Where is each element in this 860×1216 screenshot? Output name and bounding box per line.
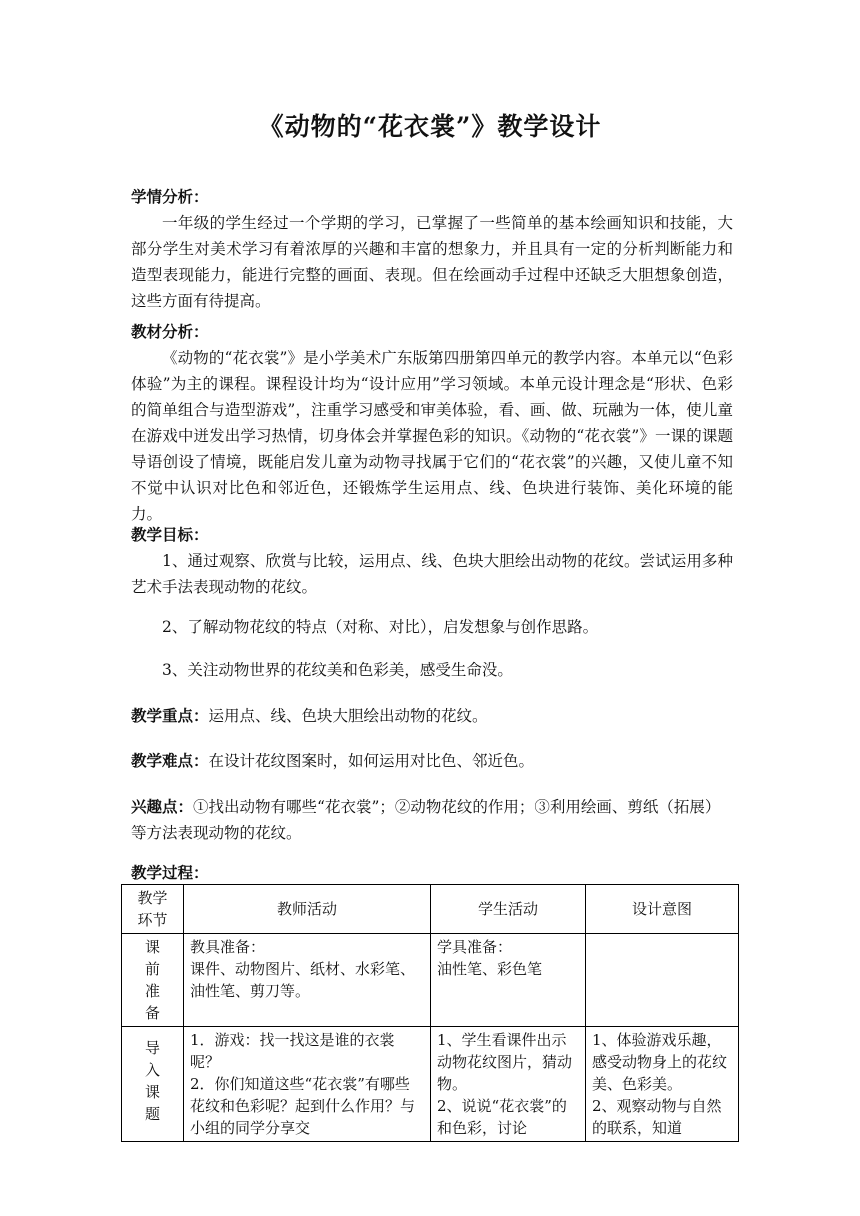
table-row xyxy=(122,1027,739,1142)
goal-item: 3、关注动物世界的花纹美和色彩美，感受生命没。 xyxy=(162,661,513,679)
student-cell: 1、学生看课件出示动物花纹图片，猜动物。 2、说说“花衣裳”的和色彩，讨论 xyxy=(431,1027,586,1142)
student-cell: 学具准备： 油性笔、彩色笔 xyxy=(431,934,586,1027)
interest-line xyxy=(131,794,733,846)
material-analysis-text: 《动物的“花衣裳”》是小学美术广东版第四册第四单元的教学内容。本单元以“色彩体验”为主的课程。课程设计均为“设计应用”学习领域。本单元设计理念是“形状、色彩的简单组合与造型游戏”，注重学习感受和审美体验，看、画、做、玩融为一体，使儿童在游戏中迸发出学习热情，切身体会并掌握色彩的知识。《动物的“花衣裳”》一课的课题导语创设了情境，既能启发儿童为动物寻找属于它们的“花衣裳”的兴趣，又使儿童不知不觉中认识对比色和邻近色，还锻炼学生运用点、线、色块进行装饰、美化环境的能力。 xyxy=(131,349,733,523)
table-header-row xyxy=(122,885,739,934)
process-heading: 教学过程： xyxy=(131,863,209,882)
teacher-cell: 教具准备： 课件、动物图片、纸材、水彩笔、油性笔、剪刀等。 xyxy=(184,934,431,1027)
process-heading-wrap xyxy=(131,860,733,886)
difficulty-text: 在设计花纹图案时，如何运用对比色、邻近色。 xyxy=(208,752,535,770)
stage-cell: 导 入 课 题 xyxy=(122,1027,184,1142)
goal-item: 2、了解动物花纹的特点（对称、对比），启发想象与创作思路。 xyxy=(162,618,599,636)
teacher-cell: 1．游戏：找一找这是谁的衣裳呢？ 2．你们知道这些“花衣裳”有哪些花纹和色彩呢？起到什么作用？与小组的同学分享交 xyxy=(184,1027,431,1142)
difficulty-heading: 教学难点： xyxy=(131,751,209,770)
intent-cell xyxy=(586,934,739,1027)
learner-analysis-section xyxy=(131,184,733,314)
learner-analysis-text: 一年级的学生经过一个学期的学习，已掌握了一些简单的基本绘画知识和技能，大部分学生对美术学习有着浓厚的兴趣和丰富的想象力，并且具有一定的分析判断能力和造型表现能力，能进行完整的画面、表现。但在绘画动手过程中还缺乏大胆想象创造，这些方面有待提高。 xyxy=(131,214,733,310)
document-title: 《动物的“花衣裳”》教学设计 xyxy=(258,112,602,141)
stage-cell: 课 前 准 备 xyxy=(122,934,184,1027)
goals-heading: 教学目标： xyxy=(131,525,209,544)
header-stage: 教学 环节 xyxy=(122,885,184,934)
goal-3-wrap xyxy=(131,657,733,683)
table-row xyxy=(122,934,739,1027)
key-point-line xyxy=(131,703,733,729)
header-intent: 设计意图 xyxy=(586,885,739,934)
difficulty-line xyxy=(131,748,733,774)
header-teacher: 教师活动 xyxy=(184,885,431,934)
intent-cell: 1、体验游戏乐趣，感受动物身上的花纹美、色彩美。 2、观察动物与自然的联系，知道 xyxy=(586,1027,739,1142)
key-point-heading: 教学重点： xyxy=(131,706,209,725)
material-analysis-heading: 教材分析： xyxy=(131,322,209,341)
interest-heading: 兴趣点： xyxy=(131,797,194,816)
material-analysis-section xyxy=(131,319,733,527)
process-table xyxy=(121,884,739,1142)
key-point-text: 运用点、线、色块大胆绘出动物的花纹。 xyxy=(208,707,488,725)
header-student: 学生活动 xyxy=(431,885,586,934)
goals-section xyxy=(131,522,733,600)
interest-text: ①找出动物有哪些“花衣裳”；②动物花纹的作用；③利用绘画、剪纸（拓展）等方法表现动物的花纹。 xyxy=(131,798,721,842)
goal-2-wrap xyxy=(131,614,733,640)
learner-analysis-heading: 学情分析： xyxy=(131,187,209,206)
goal-item: 1、通过观察、欣赏与比较，运用点、线、色块大胆绘出动物的花纹。尝试运用多种艺术手法表现动物的花纹。 xyxy=(131,552,733,596)
